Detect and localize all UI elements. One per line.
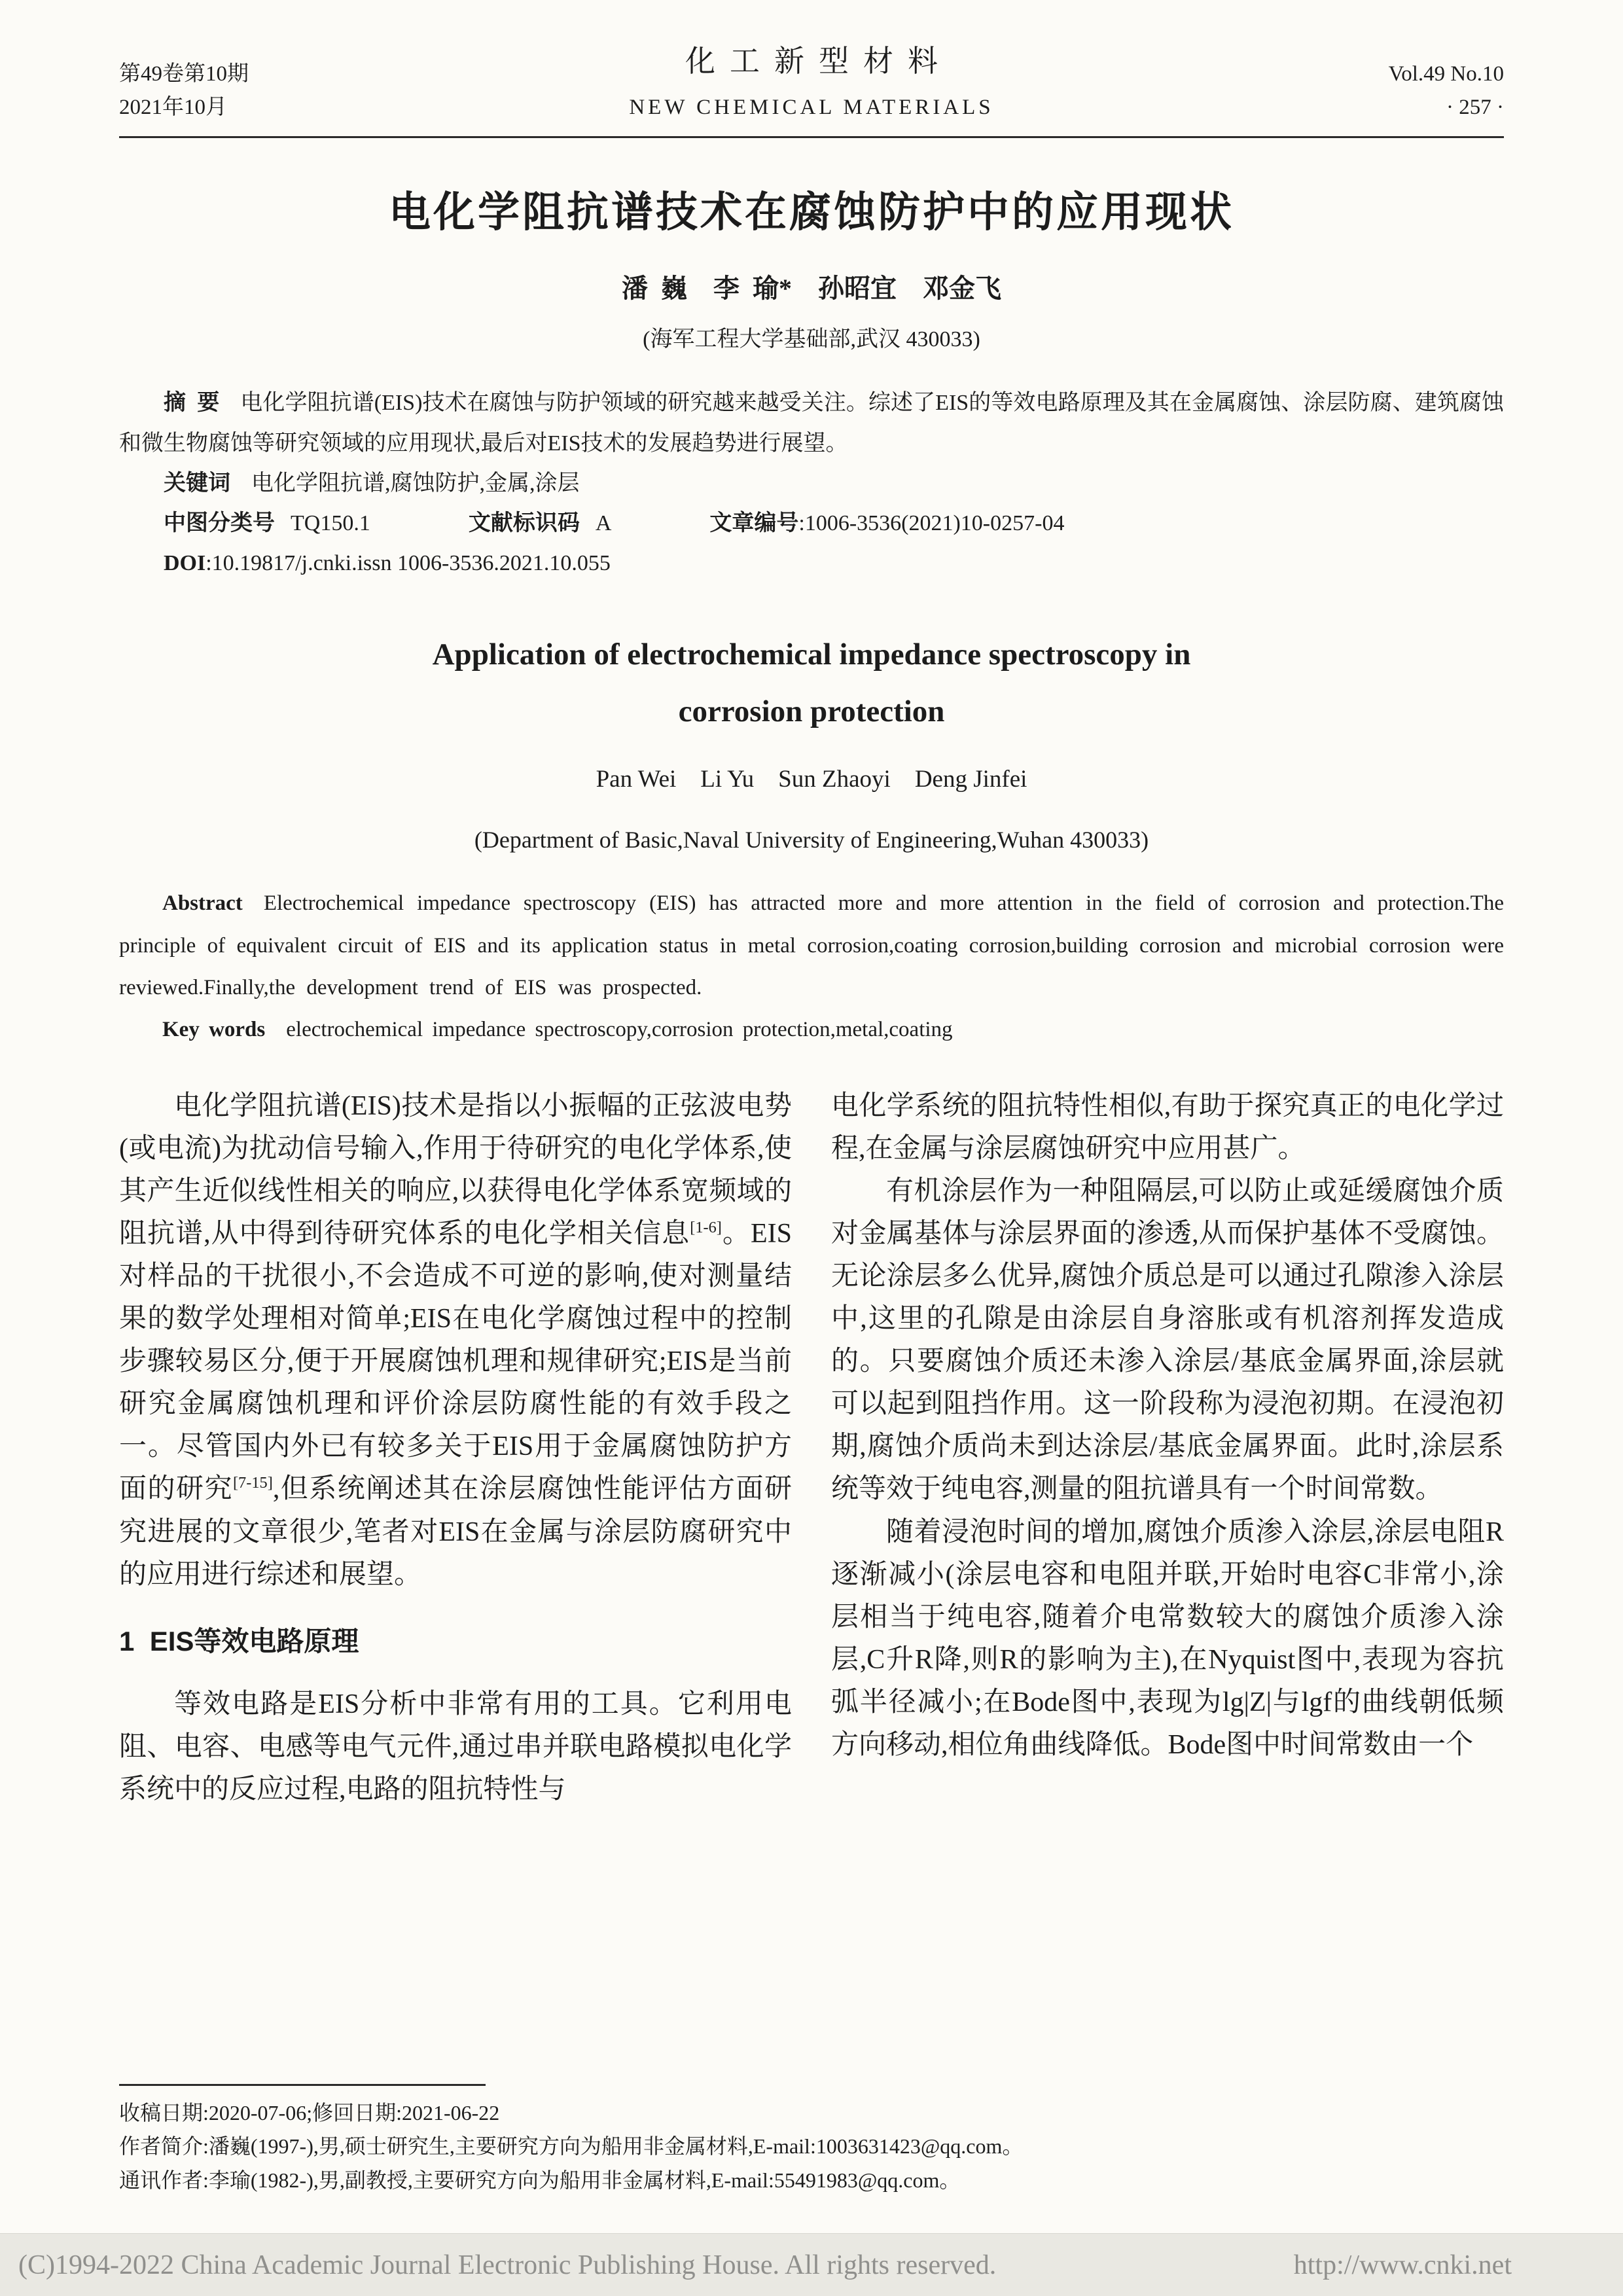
article-body <box>119 1085 1504 1812</box>
doi-line <box>119 543 1504 583</box>
issue-number: 第49卷第10期 <box>119 62 249 86</box>
keywords-text-en: electrochemical impedance spectroscopy,corrosion protection,metal,coating <box>286 1018 953 1042</box>
affiliation-en: (Department of Basic,Naval University of Engineering,Wuhan 430033) <box>474 827 1149 853</box>
classification-line <box>119 503 1504 543</box>
citation-ref-1-6: [1-6] <box>690 1218 722 1236</box>
article-title-en-line1: Application of electrochemical impedance spectroscopy in <box>432 637 1191 672</box>
journal-title-en: NEW CHEMICAL MATERIALS <box>629 96 994 120</box>
left-column <box>119 1085 792 1812</box>
footnote-dates: 收稿日期:2020-07-06;修回日期:2021-06-22 <box>119 2100 500 2125</box>
abstract-block-cn <box>119 383 1504 583</box>
paragraph-equivalent-circuit: 等效电路是EIS分析中非常有用的工具。它利用电阻、电容、电感等电气元件,通过串并联电路模拟电化学系统中的反应过程,电路的阻抗特性与 <box>119 1689 792 1805</box>
abstract-label-en: Abstract <box>162 891 243 916</box>
footnotes <box>119 2084 1504 2198</box>
footnote-divider <box>119 2084 486 2086</box>
affiliation-cn: (海军工程大学基础部,武汉 430033) <box>643 327 980 352</box>
clc-value: TQ150.1 <box>291 511 370 535</box>
paragraph-immersion: 随着浸泡时间的增加,腐蚀介质渗入涂层,涂层电阻R逐渐减小(涂层电容和电阻并联,开始时电容C非常小,涂层相当于纯电容,随着介电常数较大的腐蚀介质渗入涂层,C升R降,则R的影响为主),在Nyquist图中,表现为容抗弧半径减小;在Bode图中,表现为lg|Z|与lgf的曲线朝低频方向移动,相位角曲线降低。Bode图中时间常数由一个 <box>831 1516 1504 1761</box>
running-head-right <box>1222 58 1504 124</box>
footnote-author-bio: 作者简介:潘巍(1997-),男,硕士研究生,主要研究方向为船用非金属材料,E-mail:1003631423@qq.com。 <box>119 2134 1024 2159</box>
footnote-corresponding-author: 通讯作者:李瑜(1982-),男,副教授,主要研究方向为船用非金属材料,E-mail:55491983@qq.com。 <box>119 2168 961 2193</box>
keywords-en <box>119 1009 1504 1050</box>
paragraph-continuation: 电化学系统的阻抗特性相似,有助于探究真正的电化学过程,在金属与涂层腐蚀研究中应用甚广。 <box>831 1090 1504 1164</box>
abstract-cn <box>119 383 1504 463</box>
article-title-cn: 电化学阻抗谱技术在腐蚀防护中的应用现状 <box>389 188 1234 236</box>
copyright-text: (C)1994-2022 China Academic Journal Electronic Publishing House. All rights reserved. <box>18 2250 997 2280</box>
abstract-text-cn: 电化学阻抗谱(EIS)技术在腐蚀与防护领域的研究越来越受关注。综述了EIS的等效电路原理及其在金属腐蚀、涂层防腐、建筑腐蚀和微生物腐蚀等研究领域的应用现状,最后对EIS技术的发展趋势进行展望。 <box>119 391 1505 456</box>
cnki-url: http://www.cnki.net <box>1293 2250 1512 2280</box>
abstract-en <box>119 882 1504 1009</box>
section-1-heading: 1 EIS等效电路原理 <box>119 1625 359 1657</box>
doc-code-value: A <box>595 511 612 535</box>
abstract-text-en: Electrochemical impedance spectroscopy (EIS) has attracted more and more attention in the field of corrosion and protection.The principle of equivalent circuit of EIS and its application status in metal corrosion,coating corrosion,building corrosion and microbial corrosion were reviewed.Finally,the development trend of EIS was prospected. <box>119 891 1504 999</box>
running-head-left <box>119 58 401 124</box>
page-number: · 257 · <box>1446 96 1504 120</box>
article-title-en <box>119 626 1504 740</box>
doi-value: :10.19817/j.cnki.issn 1006-3536.2021.10.055 <box>205 551 611 576</box>
doc-code-label: 文献标识码 <box>468 511 580 535</box>
article-no-label: 文章编号 <box>709 511 799 535</box>
right-column <box>831 1085 1504 1812</box>
issue-date: 2021年10月 <box>119 96 227 120</box>
keywords-label-en: Key words <box>162 1018 266 1042</box>
keywords-label-cn: 关键词 <box>164 471 230 495</box>
authors-en: Pan Wei Li Yu Sun Zhaoyi Deng Jinfei <box>596 766 1027 793</box>
journal-title-cn: 化工新型材料 <box>685 45 952 78</box>
volume-number: Vol.49 No.10 <box>1388 62 1504 86</box>
cnki-footer-bar <box>0 2233 1623 2296</box>
header-divider <box>119 136 1504 138</box>
paragraph-text: 。EIS对样品的干扰很小,不会造成不可逆的影响,使对测量结果的数学处理相对简单;EIS在电化学腐蚀过程中的控制步骤较易区分,便于开展腐蚀机理和规律研究;EIS是当前研究金属腐蚀机理和评价涂层防腐性能的有效手段之一。尽管国内外已有较多关于EIS用于金属腐蚀防护方面的研究 <box>119 1218 792 1505</box>
paragraph-organic-coating: 有机涂层作为一种阻隔层,可以防止或延缓腐蚀介质对金属基体与涂层界面的渗透,从而保护基体不受腐蚀。无论涂层多么优异,腐蚀介质总是可以通过孔隙渗入涂层中,这里的孔隙是由涂层自身溶胀或有机溶剂挥发造成的。只要腐蚀介质还未渗入涂层/基底金属界面,涂层就可以起到阻挡作用。这一阶段称为浸泡初期。在浸泡初期,腐蚀介质尚未到达涂层/基底金属界面。此时,涂层系统等效于纯电容,测量的阻抗谱具有一个时间常数。 <box>831 1175 1504 1505</box>
paragraph-intro <box>119 1085 792 1596</box>
keywords-cn <box>119 463 1504 503</box>
keywords-text-cn: 电化学阻抗谱,腐蚀防护,金属,涂层 <box>251 471 580 495</box>
paragraph-text: 电化学阻抗谱(EIS)技术是指以小振幅的正弦波电势(或电流)为扰动信号输入,作用于待研究的电化学体系,使其产生近似线性相关的响应,以获得电化学体系宽频域的阻抗谱,从中得到待研究体系的电化学相关信息 <box>119 1090 792 1249</box>
citation-ref-7-15: [7-15] <box>232 1474 273 1492</box>
paragraph-text: ,但系统阐述其在涂层腐蚀性能评估方面研究进展的文章很少,笔者对EIS在金属与涂层防腐研究中的应用进行综述和展望。 <box>119 1474 792 1590</box>
running-head-center <box>401 38 1222 124</box>
clc-label: 中图分类号 <box>164 511 275 535</box>
article-title-en-line2: corrosion protection <box>678 694 945 729</box>
authors-cn: 潘 巍 李 瑜* 孙昭宜 邓金飞 <box>622 274 1001 304</box>
abstract-label-cn: 摘 要 <box>164 391 220 416</box>
doi-label: DOI <box>164 551 206 576</box>
running-head <box>119 38 1504 124</box>
article-no-value: :1006-3536(2021)10-0257-04 <box>798 511 1065 535</box>
